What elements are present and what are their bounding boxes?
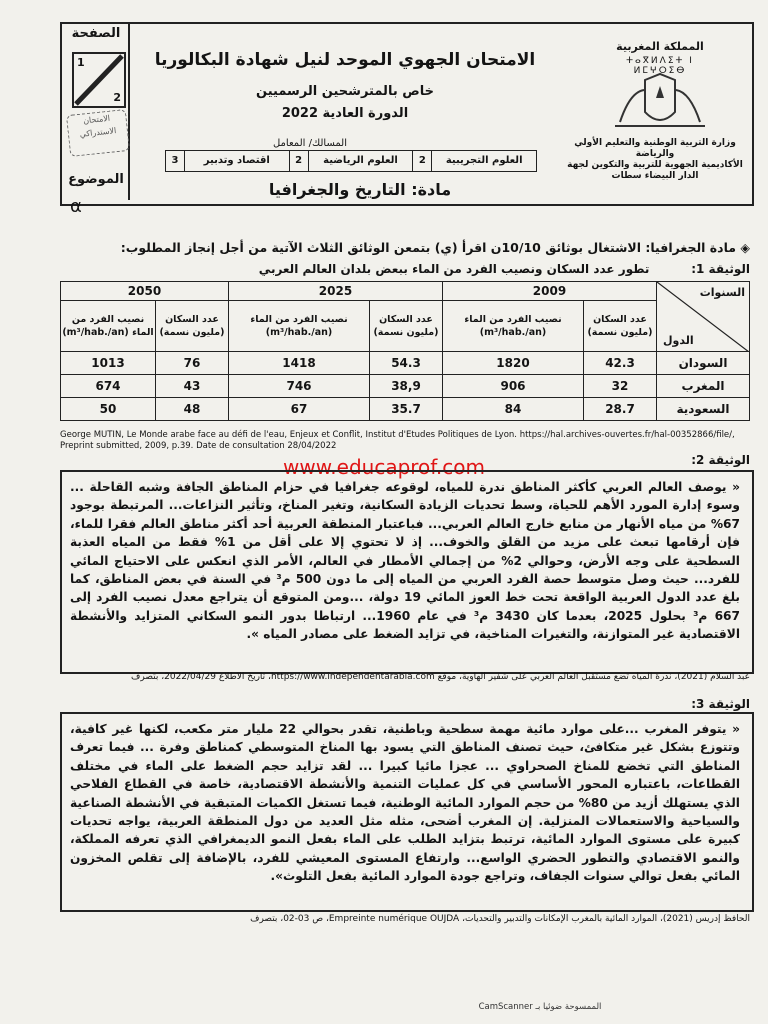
- page-number-current: 1: [77, 56, 85, 69]
- subject-label: الموضوع: [68, 172, 124, 187]
- coat-of-arms-icon: [600, 72, 720, 132]
- table-cell: 54.3: [370, 352, 443, 375]
- col-water: نصيب الفرد من الماء (m³/hab./an): [443, 301, 584, 352]
- website-watermark[interactable]: www.educaprof.com: [283, 455, 485, 479]
- table-row: [61, 301, 750, 352]
- table-cell: 1820: [443, 352, 584, 375]
- countries-label: الدول: [663, 334, 694, 347]
- doc1-label: الوثيقة 1:: [691, 262, 750, 276]
- track-cell: [289, 151, 413, 171]
- corner-cell: [657, 282, 750, 352]
- track-name: العلوم التجريبية: [445, 155, 523, 166]
- table-cell: 674: [61, 375, 156, 398]
- ministry-line: وزارة التربية الوطنية والتعليم الأولي والرياضة: [574, 138, 736, 159]
- stamp: الامتحان الاستدراكي: [66, 109, 130, 157]
- table-row: [61, 282, 750, 301]
- ministry-name: [560, 138, 750, 182]
- table-cell: 50: [61, 398, 156, 421]
- track-cell: [166, 151, 289, 171]
- doc2-text: « يوصف العالم العربي كأكثر المناطق ندرة للمياه، لوقوعه جغرافيا في حزام المناطق الجافة وشبه القاحلة ... وسوء إدارة المورد الأهم للحياة، وسط تحديات الزيادة السكانية، وتغير المناخ، وتأثير النزاعات... المرتبطة بوجود 67% من مياه الأنهار من منابع خارج العالم العربي... فباعتبار المنطقة العربية أحد أكثر مناطق العالم فقرا للماء، فإن أرقامها تبعث على مزيد من القلق والخوف... إذ لا تحتوي إلا على أقل من 1% فقط من المياه العذبة السطحية على وجه الأرض، وحوالي 2% من إجمالي الأمطار في العالم، الأمر الذي انعكس على الاحتياج المائي للفرد... حيث وصل متوسط حصة الفرد العربي من المياه إلى ما دون 500 م³ في السنة في بعض المناطق، كما بلغ عدد الدول العربية الواقعة تحت خط العوز المائي 19 دولة، ...ومن المتوقع أن يتراجع معدل نصيب الفرد إلى 667 م³ بحلول 2025، بعدما كان 3430 م³ في عام 1960... ارتباطا بدور النمو السكاني المتزايد والأنشطة الاقتصادية غير المتوازنة، والتغيرات المناخية، في تزايد الضغط على مصادر المياه ».: [70, 480, 741, 642]
- exam-title: الامتحان الجهوي الموحد لنيل شهادة البكالوريا: [154, 50, 536, 70]
- table-cell: 1013: [61, 352, 156, 375]
- page-number-box: [72, 52, 126, 108]
- page-label: الصفحة: [71, 26, 121, 41]
- years-label: السنوات: [699, 286, 745, 299]
- year-header: 2050: [61, 282, 229, 301]
- col-water: نصيب الفرد من الماء (m³/hab./an): [61, 301, 156, 352]
- table-cell: 746: [229, 375, 370, 398]
- tracks-row: [165, 150, 537, 172]
- candidates-line: خاص بالمترشحين الرسميين: [256, 84, 434, 99]
- table-cell: 42.3: [584, 352, 657, 375]
- doc3-label: الوثيقة 3:: [691, 697, 750, 711]
- table-cell: 43: [156, 375, 229, 398]
- track-coef: 2: [413, 151, 432, 171]
- year-header: 2009: [443, 282, 657, 301]
- table-cell: 48: [156, 398, 229, 421]
- track-coef: 2: [290, 151, 309, 171]
- table-row: [61, 398, 750, 421]
- doc2-label: الوثيقة 2:: [691, 453, 750, 467]
- col-pop: عدد السكان (مليون نسمة): [584, 301, 657, 352]
- coef-label: المسالك/ المعامل: [272, 138, 347, 149]
- session-line: الدورة العادية 2022: [281, 106, 409, 121]
- doc1-title: تطور عدد السكان ونصيب الفرد من الماء ببعض بلدان العالم العربي: [258, 262, 650, 276]
- table-cell: 906: [443, 375, 584, 398]
- alpha-mark: α: [70, 196, 82, 217]
- col-water: نصيب الفرد من الماء (m³/hab./an): [229, 301, 370, 352]
- table-cell: 35.7: [370, 398, 443, 421]
- page-number-total: 2: [113, 91, 121, 104]
- track-name: اقتصاد وتدبير: [203, 155, 270, 166]
- table-cell: 84: [443, 398, 584, 421]
- track-name: العلوم الرياضية: [323, 155, 398, 166]
- year-header: 2025: [229, 282, 443, 301]
- scanner-footer: الممسوحة ضوئيا بـ CamScanner: [478, 1002, 602, 1012]
- country-cell: السودان: [657, 352, 750, 375]
- academy-line: الأكاديمية الجهوية للتربية والتكوين لجهة الدار البيضاء سطات: [567, 160, 743, 181]
- track-cell: [412, 151, 536, 171]
- doc2-source: عبد السلام (2021)، ندرة المياه تضع مستقبل العالم العربي على شفير الهاوية، موقع https://www.independentarabia.com، تاريخ الاطلاع 2022/04/29، بتصرف: [131, 672, 750, 682]
- doc1-source: George MUTIN, Le Monde arabe face au défi de l'eau, Enjeux et Conflit, Institut d'Etudes Politiques de Lyon. https://hal.archives-ouvertes.fr/hal-00352866/file/, Preprint submitted, 2009, p.39. Date de consultation 28/04/2022: [60, 430, 735, 451]
- track-coef: 3: [166, 151, 185, 171]
- col-pop: عدد السكان (مليون نسمة): [156, 301, 229, 352]
- table-cell: 28.7: [584, 398, 657, 421]
- kingdom-tifinagh: ⵜⴰⴳⵍⴷⵉⵜ ⵏ ⵍⵎⵖⵔⵉⴱ: [626, 56, 694, 76]
- table-cell: 38,9: [370, 375, 443, 398]
- doc3-source: الحافظ إدريس (2021)، الموارد المائية بالمغرب الإمكانات والتدبير والتحديات، Empreinte numérique OUJDA، ص 03-02، بتصرف: [250, 914, 750, 924]
- table-cell: 76: [156, 352, 229, 375]
- country-cell: المغرب: [657, 375, 750, 398]
- table-row: [61, 375, 750, 398]
- table-cell: 67: [229, 398, 370, 421]
- subject-title: مادة: التاريخ والجغرافيا: [268, 180, 452, 199]
- doc3-text: « يتوفر المغرب ...على موارد مائية مهمة سطحية وباطنية، تقدر بحوالي 22 مليار متر مكعب، لكنها غير كافية، وتتوزع بشكل غير متكافئ، حيث تصنف المناطق التي يسود بها المناخ المتوسطي كمناطق وفرة ... فيما تعرف المناطق التي تخضع للمناخ الصحراوي ... عجزا مائيا كبيرا ... لقد تزايد حجم الضغط على الماء في مختلف القطاعات، باعتباره المحور الأساسي في كل عمليات التنمية والأنشطة الاقتصادية، خاصة في القطاع الفلاحي الذي يستهلك أزيد من 80% من حجم الموارد المائية الوطنية، فيما تستغل الكميات المتبقية في الأنشطة الصناعية والسياحية والاستعمالات المنزلية. إن المغرب أضحى، مثله مثل العديد من دول المنطقة العربية، يواجه تحديات كبيرة على مستوى الموارد المائية، ترتبط بتزايد الطلب على الماء بفعل النمو الديمغرافي الذي تعرفه المملكة، والنمو الاقتصادي والتطور الحضري الواسع... وارتفاع المستوى المعيشي للفرد، بالإضافة إلى تقلص المخزون المائي بفعل توالي سنوات الجفاف، وتراجع جودة الموارد المائية بفعل التلوث».: [70, 722, 740, 884]
- population-water-table: [60, 281, 750, 421]
- col-pop: عدد السكان (مليون نسمة): [370, 301, 443, 352]
- section-title: ◈ مادة الجغرافيا: الاشتغال بوثائق 10/10ن اقرأ (ي) بتمعن الوثائق الثلاث الآتية من أجل إنجاز المطلوب:: [120, 240, 750, 255]
- table-row: [61, 352, 750, 375]
- doc1-heading: [120, 262, 750, 276]
- table-cell: 1418: [229, 352, 370, 375]
- kingdom-name: المملكة المغربية: [616, 40, 704, 53]
- country-cell: السعودية: [657, 398, 750, 421]
- table-cell: 32: [584, 375, 657, 398]
